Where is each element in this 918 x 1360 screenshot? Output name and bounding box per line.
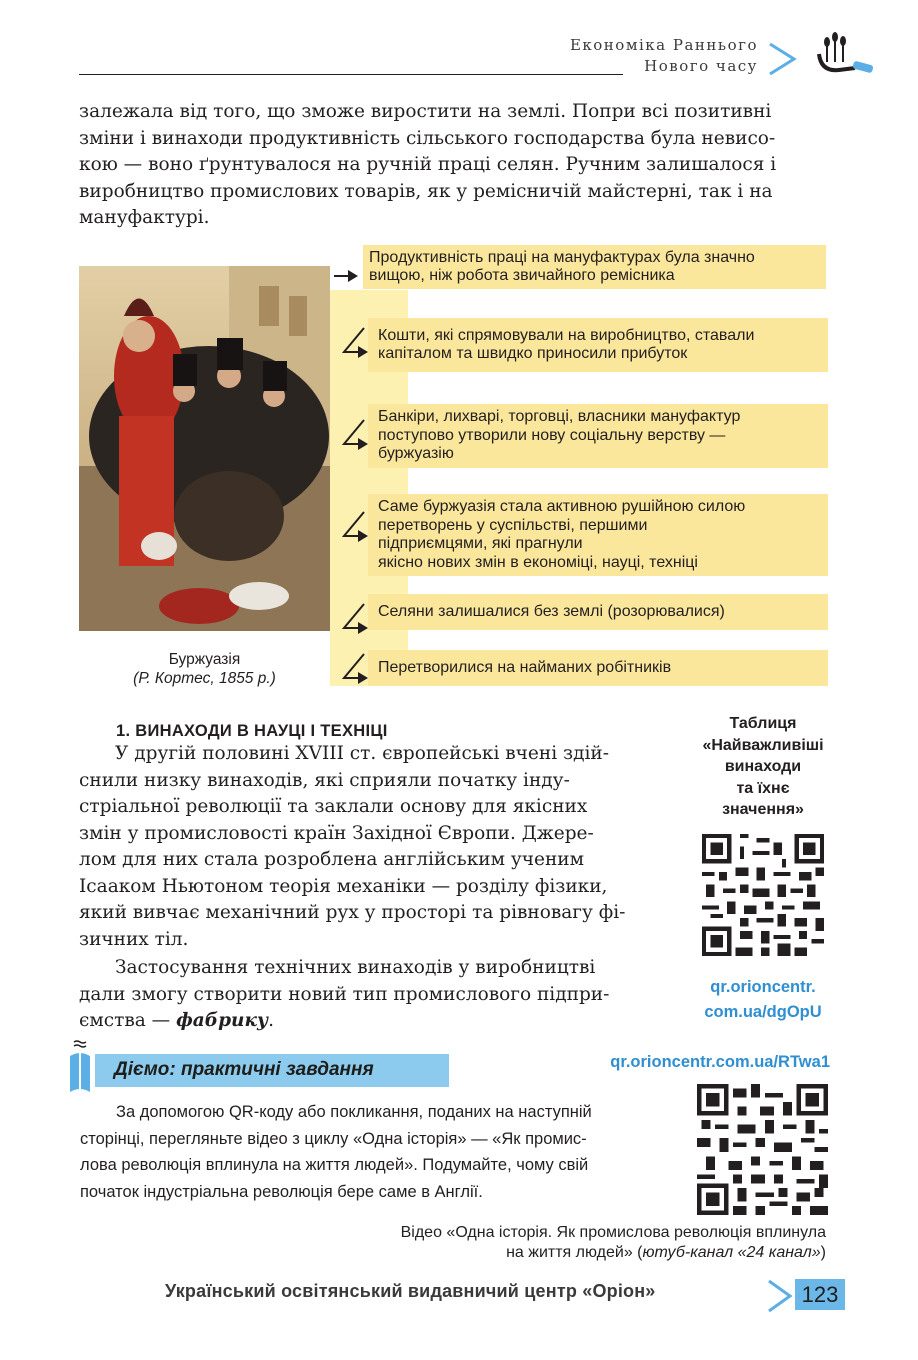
intro-paragraph [79, 99, 833, 232]
painting-bourgeoisie-image [79, 266, 330, 631]
text-line: зміни і винаходи продуктивність сільського господарства була невисо- [79, 127, 776, 149]
arrow-icon [338, 602, 370, 636]
text-line: мануфактурі. [79, 207, 210, 228]
scheme-line: Саме буржуазія стала активною рушійною силою [378, 498, 746, 515]
scheme-item [368, 650, 828, 686]
scheme-line: підприємцями, які прагнули [378, 535, 583, 552]
text-line: змін у промисловості країн Західної Європи. Джере- [79, 822, 594, 844]
caption-author: (Р. Кортес, 1855 р.) [133, 670, 276, 687]
text-line: початок індустріальна революція бере саме в Англії. [80, 1182, 483, 1201]
channel-name: ютуб-канал «24 канал» [642, 1244, 821, 1261]
text-line: залежала від того, що зможе виростити на землі. Попри всі позитивні [79, 101, 772, 122]
open-book-icon [60, 1040, 100, 1096]
text-line: лом для них стала розроблена англійським ученим [79, 849, 585, 870]
arrow-icon [332, 266, 360, 286]
scheme-line: вищою, ніж робота звичайного ремісника [369, 267, 675, 284]
key-term: фабрику [176, 1010, 269, 1031]
title-line: та їхнє [736, 779, 790, 797]
practice-task-text [80, 1099, 684, 1205]
text-line: стріальної революції та заклали основу для якісних [79, 796, 588, 817]
scheme-line: якісно нових змін в економіці, науці, техніці [378, 553, 698, 571]
scheme-item [368, 594, 828, 630]
text-line: сторінці, перегляньте відео з циклу «Одна історія» — «Як промис- [80, 1129, 587, 1148]
text-line: дали змогу створити новий тип промислового підпри- [79, 983, 610, 1005]
link-line[interactable]: com.ua/dgOpU [704, 1003, 822, 1021]
scheme-line: Кошти, які спрямовували на виробництво, ставали [378, 326, 755, 344]
running-head-line2: Нового часу [644, 57, 758, 75]
header-chevron-icon [768, 42, 798, 76]
link-line[interactable]: qr.orioncentr. [710, 978, 816, 996]
text-fragment: ємства — [79, 1010, 177, 1031]
caption-line [401, 1243, 826, 1263]
publisher-name: Український освітянський видавничий центр «Оріон» [165, 1281, 656, 1301]
scheme-line: Перетворилися на найманих робітників [378, 658, 672, 676]
text-line: лова революція вплинула на життя людей». Подумайте, чому свій [80, 1156, 589, 1174]
arrow-icon [338, 418, 370, 452]
qr-code-table-icon[interactable] [702, 834, 824, 956]
text-fragment: на життя людей» ( [506, 1244, 643, 1261]
video-caption [401, 1223, 826, 1263]
scheme-line: Селяни залишалися без землі (розорювалися) [378, 602, 725, 620]
text-line: який вивчає механічний рух у просторі та рівновагу фі- [79, 902, 626, 923]
header-rule [79, 74, 623, 75]
arrow-icon [338, 326, 370, 360]
title-line: винаходи [724, 758, 802, 775]
page-number: 123 [795, 1279, 845, 1310]
text-line: кою — воно ґрунтувалося на ручній праці селян. Ручним залишалося і [79, 154, 777, 175]
text-fragment: . [268, 1010, 274, 1031]
section-heading: 1. ВИНАХОДИ В НАУЦІ І ТЕХНІЦІ [116, 722, 388, 740]
qr-code-video-icon[interactable] [697, 1084, 828, 1215]
text-line: У другій половині XVIII ст. європейські вчені здій- [115, 743, 609, 764]
scheme-item [368, 494, 828, 576]
caption-title: Буржуазія [168, 651, 241, 668]
table-qr-title [680, 713, 846, 821]
running-head-line1: Економіка Раннього [569, 36, 758, 54]
text-line: Ісааком Ньютоном теорія механіки — розділу фізики, [79, 875, 608, 897]
scheme-line: перетворень у суспільстві, першими [378, 516, 648, 534]
section-paragraph-1 [79, 741, 663, 953]
practice-title: Діємо: практичні завдання [114, 1059, 374, 1080]
section-paragraph-2 [79, 955, 663, 1035]
scheme-line: поступово утворили нову соціальну верству — [378, 426, 726, 444]
wheat-sickle-logo-icon [815, 32, 875, 78]
scheme-line: буржуазію [378, 445, 454, 463]
painting-caption [79, 650, 330, 688]
text-line: виробництво промислових товарів, як у ремісничій майстерні, так і на [79, 180, 773, 202]
scheme-line: капіталом та швидко приносили прибуток [378, 345, 688, 362]
title-line: значення» [722, 801, 804, 818]
scheme-item [363, 245, 826, 289]
text-fragment: ) [820, 1244, 826, 1261]
text-line: зичних тіл. [79, 928, 189, 950]
scheme-item [368, 404, 828, 468]
practice-video-link[interactable]: qr.orioncentr.com.ua/RTwa1 [610, 1053, 830, 1071]
table-qr-link[interactable] [680, 975, 846, 1025]
scheme-line: Продуктивність праці на мануфактурах була значно [369, 248, 755, 266]
text-line: За допомогою QR-коду або покликання, поданих на наступній [116, 1103, 592, 1121]
footer-chevron-icon [766, 1278, 794, 1314]
arrow-icon [338, 510, 370, 544]
text-line [79, 1008, 663, 1035]
caption-line: Відео «Одна історія. Як промислова революція вплинула [400, 1224, 826, 1241]
scheme-line: Банкіри, лихварі, торговці, власники мануфактур [378, 408, 741, 426]
text-line: Застосування технічних винаходів у виробництві [115, 957, 596, 978]
arrow-icon [338, 652, 370, 686]
title-line: «Найважливіші [702, 736, 824, 754]
scheme-item [368, 318, 828, 372]
text-line: снили низку винаходів, які сприяли початку інду- [79, 769, 570, 791]
title-line: Таблиця [729, 715, 797, 732]
